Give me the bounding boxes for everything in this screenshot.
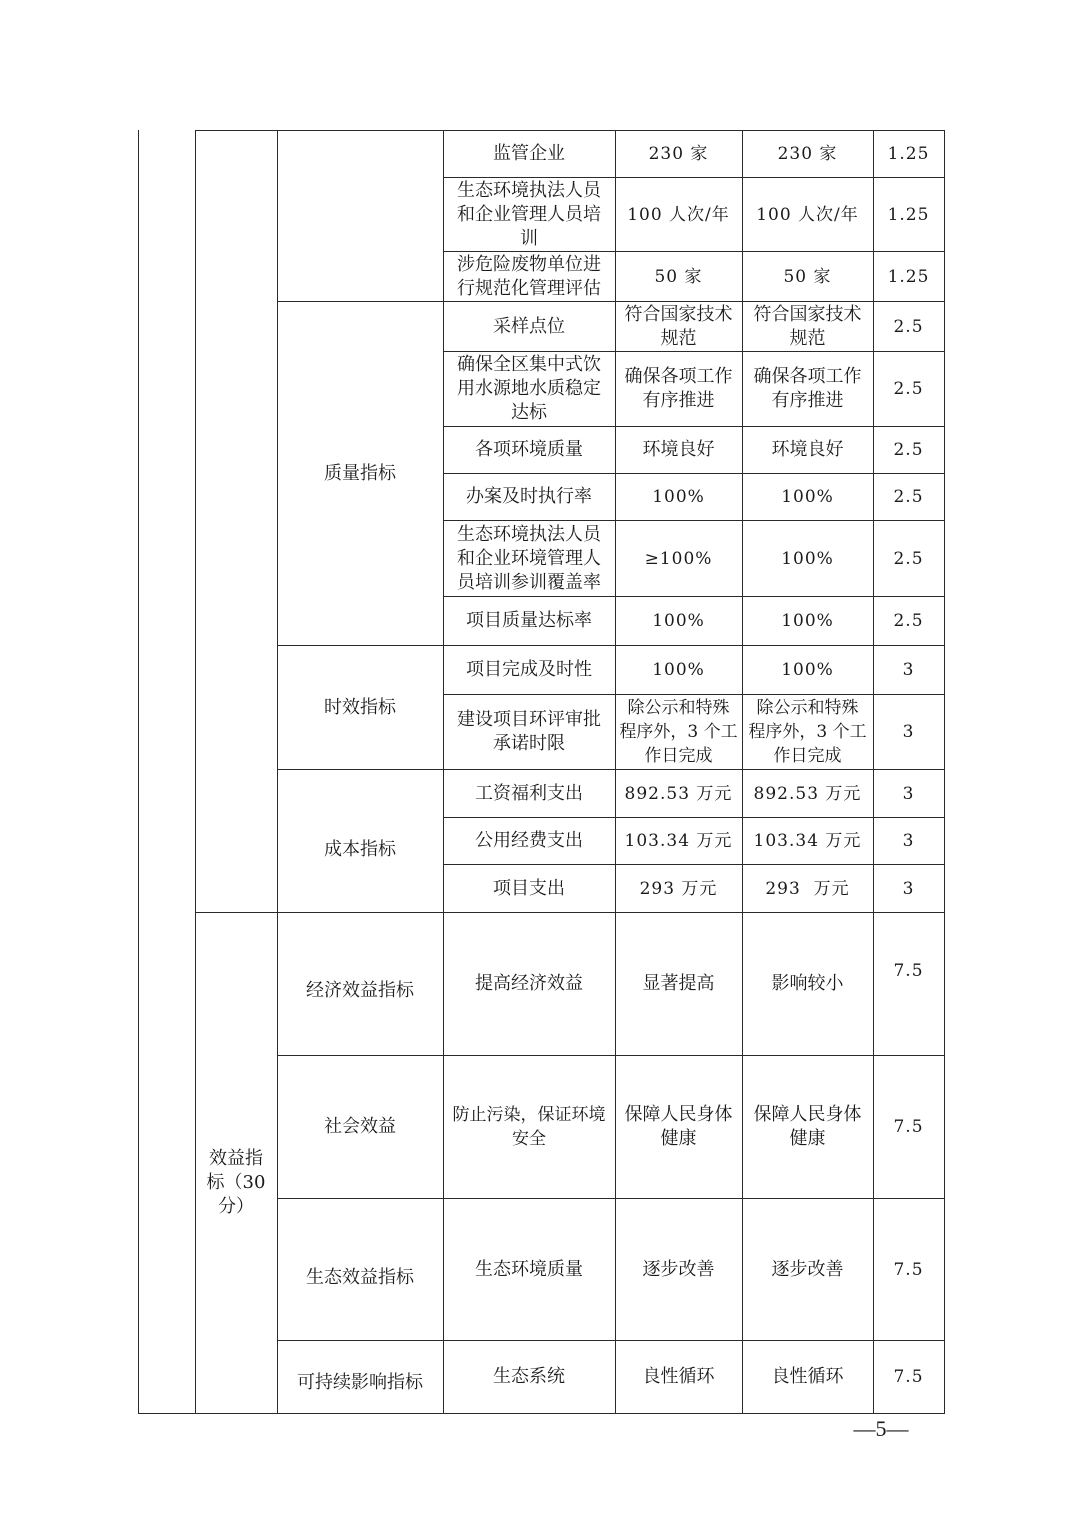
actual-value-cell: 100% — [781, 487, 834, 507]
target-value-cell: 892.53 万元 — [624, 783, 733, 804]
target-value-cell: 100% — [652, 487, 705, 507]
indicator-cell: 项目完成及时性 — [466, 659, 592, 680]
score-cell: 2.5 — [893, 487, 924, 507]
table-right-border — [944, 130, 945, 1414]
score-cell: 3 — [902, 660, 915, 680]
actual-value-cell: 逐步改善 — [771, 1258, 844, 1280]
actual-value-cell: 100% — [781, 611, 834, 631]
actual-value-cell: 103.34 万元 — [753, 831, 862, 851]
target-value-cell: 逐步改善 — [642, 1258, 715, 1280]
target-value-cell: 230 家 — [648, 144, 709, 164]
score-cell: 1.25 — [887, 204, 930, 225]
target-value-cell: 良性循环 — [642, 1366, 715, 1387]
score-cell: 2.5 — [893, 611, 924, 631]
target-value-cell: 除公示和特殊 程序外，3 个工 作日完成 — [619, 698, 738, 766]
indicator-cell: 办案及时执行率 — [466, 486, 592, 507]
category-social: 社会效益 — [324, 1116, 396, 1137]
target-value-cell: 环境良好 — [642, 439, 715, 460]
score-cell: 2.5 — [893, 440, 924, 460]
score-cell: 3 — [902, 878, 915, 899]
indicator-cell: 采样点位 — [493, 315, 565, 337]
target-value-cell: 显著提高 — [642, 973, 715, 994]
category-ecological: 生态效益指标 — [306, 1266, 414, 1288]
score-cell: 2.5 — [893, 379, 924, 399]
target-value-cell: 保障人民身体 健康 — [624, 1104, 733, 1149]
actual-value-cell: 230 家 — [777, 144, 838, 164]
category-timeliness: 时效指标 — [324, 696, 396, 718]
indicator-cell: 监管企业 — [493, 143, 565, 164]
target-value-cell: 293 万元 — [639, 878, 718, 899]
indicator-cell: 生态环境执法人员 和企业环境管理人 员培训参训覆盖率 — [457, 523, 601, 593]
category-quality: 质量指标 — [324, 462, 396, 484]
indicator-cell: 生态系统 — [493, 1366, 565, 1387]
score-cell: 2.5 — [893, 548, 924, 569]
category-cost: 成本指标 — [324, 839, 396, 860]
target-value-cell: 确保各项工作 有序推进 — [624, 366, 733, 411]
column-divider — [138, 130, 139, 1414]
target-value-cell: 符合国家技术 规范 — [624, 303, 733, 349]
indicator-cell: 各项环境质量 — [475, 439, 583, 460]
actual-value-cell: 环境良好 — [771, 439, 844, 460]
actual-value-cell: 保障人民身体 健康 — [753, 1104, 862, 1149]
score-cell: 7.5 — [893, 961, 924, 981]
actual-value-cell: 影响较小 — [771, 973, 844, 994]
indicator-cell: 涉危险废物单位进 行规范化管理评估 — [457, 253, 601, 299]
score-cell: 2.5 — [893, 316, 924, 337]
actual-value-cell: 293 万元 — [765, 878, 850, 899]
target-value-cell: 100% — [652, 611, 705, 631]
score-cell: 1.25 — [887, 266, 930, 287]
target-value-cell: 50 家 — [654, 266, 703, 287]
score-cell: 3 — [902, 831, 915, 851]
score-cell: 7.5 — [893, 1259, 924, 1280]
actual-value-cell: 50 家 — [783, 266, 832, 287]
table-bottom-border — [138, 1413, 945, 1414]
indicator-cell: 确保全区集中式饮 用水源地水质稳定 达标 — [457, 354, 601, 423]
actual-value-cell: 良性循环 — [771, 1366, 844, 1387]
indicator-cell: 防止污染，保证环境 安全 — [452, 1105, 606, 1149]
actual-value-cell: 100 人次/年 — [756, 204, 859, 225]
score-cell: 3 — [902, 783, 915, 804]
benefit-indicator-group: 效益指 标（30 分） — [206, 1148, 266, 1217]
target-value-cell: 103.34 万元 — [624, 831, 733, 851]
indicator-cell: 项目支出 — [493, 877, 565, 899]
indicator-cell: 提高经济效益 — [475, 973, 583, 994]
actual-value-cell: 除公示和特殊 程序外，3 个工 作日完成 — [748, 698, 867, 766]
actual-value-cell: 符合国家技术 规范 — [753, 303, 862, 349]
score-cell: 7.5 — [893, 1117, 924, 1137]
indicator-cell: 生态环境执法人员 和企业管理人员培 训 — [457, 179, 601, 249]
indicator-cell: 建设项目环评审批 承诺时限 — [457, 709, 601, 754]
score-cell: 3 — [902, 722, 915, 742]
actual-value-cell: 100% — [781, 548, 834, 569]
actual-value-cell: 100% — [781, 660, 834, 680]
target-value-cell: 100 人次/年 — [627, 204, 730, 225]
target-value-cell: ≥100% — [644, 548, 713, 569]
score-cell: 1.25 — [887, 144, 930, 164]
actual-value-cell: 确保各项工作 有序推进 — [753, 366, 862, 411]
indicator-cell: 生态环境质量 — [475, 1258, 583, 1280]
target-value-cell: 100% — [652, 660, 705, 680]
actual-value-cell: 892.53 万元 — [753, 783, 862, 804]
score-cell: 7.5 — [893, 1367, 924, 1387]
page-number: —5— — [853, 1416, 909, 1441]
indicator-cell: 工资福利支出 — [475, 782, 583, 804]
category-economic: 经济效益指标 — [306, 980, 414, 1001]
indicator-cell: 项目质量达标率 — [466, 610, 592, 631]
category-sustainable: 可持续影响指标 — [297, 1372, 423, 1393]
indicator-cell: 公用经费支出 — [475, 830, 583, 851]
